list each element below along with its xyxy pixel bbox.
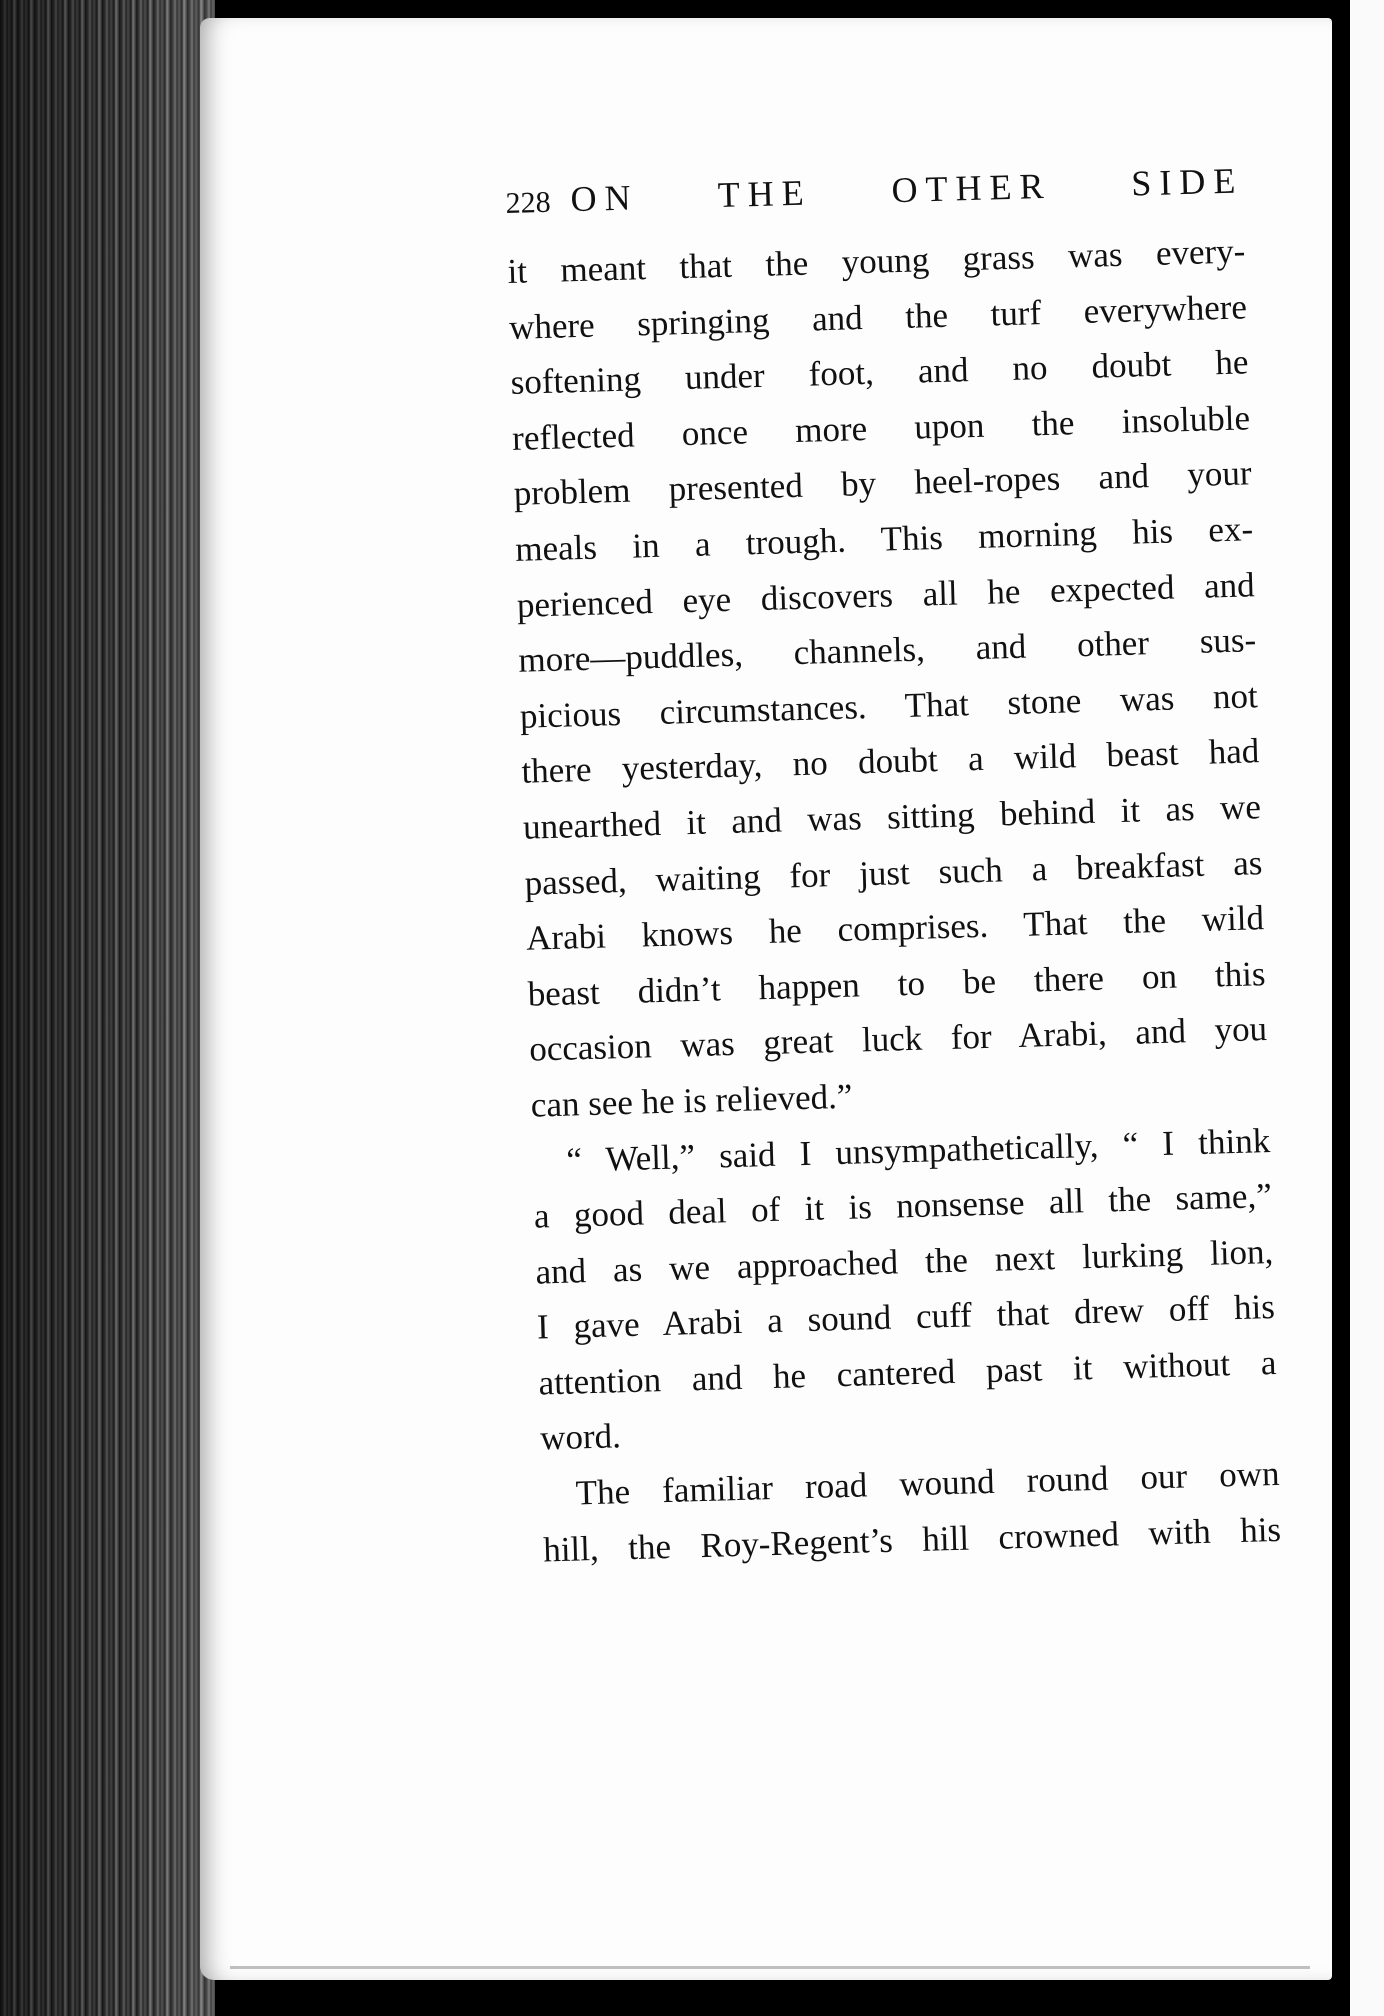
- text-line: beast didn’t happen to be there on this: [527, 953, 1266, 1014]
- text-line: problem presented by heel-ropes and your: [513, 453, 1253, 514]
- text-line: picious circumstances. That stone was not: [519, 675, 1259, 736]
- text-line: unearthed it and was sitting behind it as we: [522, 787, 1262, 847]
- page-text: [505, 159, 1282, 1577]
- text-line: The familiar road wound round our own: [575, 1453, 1280, 1513]
- text-line: more—puddles, channels, and other sus-: [517, 620, 1257, 680]
- facing-page-edge: [1350, 0, 1384, 2016]
- text-line: I gave Arabi a sound cuff that drew off his: [536, 1287, 1276, 1347]
- text-line: word.: [539, 1416, 622, 1458]
- page-edges-shadow: [0, 0, 215, 2016]
- text-line: attention and he cantered past it without a: [538, 1342, 1277, 1403]
- text-line: “ Well,” said I unsympathetically, “ I think: [565, 1120, 1271, 1180]
- text-line: perienced eye discovers all he expected and: [516, 564, 1256, 625]
- text-line: can see he is relieved.”: [530, 1076, 853, 1125]
- text-line: softening under foot, and no doubt he: [510, 342, 1249, 403]
- text-line: hill, the Roy-Regent’s hill crowned with his: [542, 1509, 1282, 1570]
- text-line: and as we approached the next lurking lion,: [534, 1231, 1274, 1292]
- text-line: Arabi knows he comprises. That the wild: [525, 898, 1265, 958]
- text-line: meals in a trough. This morning his ex-: [514, 509, 1254, 569]
- body-text: [507, 223, 1282, 1577]
- text-line: passed, waiting for just such a breakfast as: [524, 842, 1263, 903]
- page-number: 228: [505, 185, 552, 220]
- text-line: where springing and the turf everywhere: [508, 286, 1248, 347]
- text-line: it meant that the young grass was every-: [507, 231, 1246, 291]
- running-title: ON THE OTHER SIDE: [570, 160, 1244, 220]
- page-bottom-edge: [230, 1966, 1310, 1969]
- text-line: a good deal of it is nonsense all the same,”: [533, 1176, 1273, 1236]
- text-line: reflected once more upon the insoluble: [511, 398, 1251, 458]
- text-line: there yesterday, no doubt a wild beast had: [520, 731, 1260, 792]
- text-line: occasion was great luck for Arabi, and you: [528, 1009, 1268, 1069]
